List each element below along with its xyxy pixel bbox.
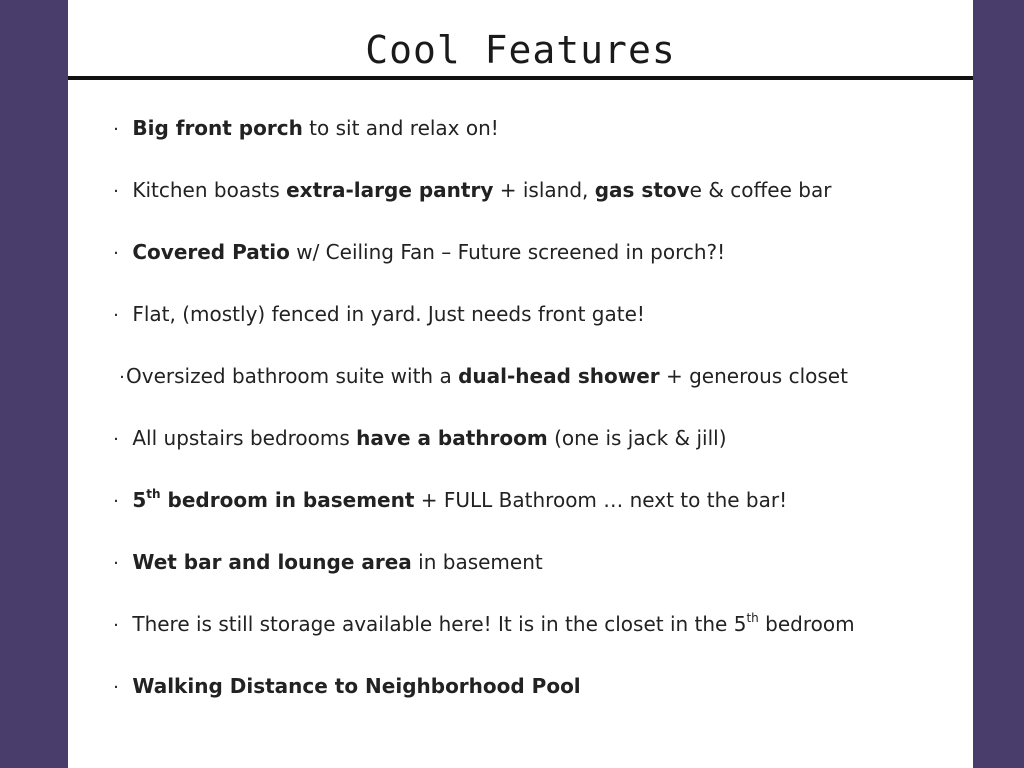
list-item [106, 360, 966, 422]
bullet-icon: · [113, 553, 119, 574]
list-item [106, 174, 966, 236]
bullet-icon: · [113, 119, 119, 140]
page-title: Cool Features [365, 28, 676, 72]
bullet-icon: · [113, 243, 119, 264]
list-item [106, 608, 966, 670]
item-text: All upstairs bedrooms [132, 426, 357, 450]
item-text: + generous closet [659, 364, 848, 388]
item-text: e & coffee bar [689, 178, 832, 202]
list-item [106, 298, 966, 360]
item-text-bold: bedroom in basement [160, 488, 415, 512]
ordinal-suffix: th [746, 611, 759, 625]
list-item [106, 422, 966, 484]
item-text-bold: dual-head shower [458, 364, 660, 388]
item-text: w/ Ceiling Fan – Future screened in porch?! [289, 240, 726, 264]
item-text-bold: have a bathroom [356, 426, 548, 450]
bullet-icon: · [113, 677, 119, 698]
item-text-bold: extra-large pantry [286, 178, 494, 202]
item-text-bold: 5 [132, 488, 147, 512]
item-text-bold: Big front porch [132, 116, 303, 140]
ordinal-suffix: th [146, 487, 161, 501]
item-text: + island, [493, 178, 595, 202]
item-text-bold: gas stov [594, 178, 690, 202]
item-text: Flat, (mostly) fenced in yard. Just needs front gate! [132, 302, 645, 326]
list-item [106, 236, 966, 298]
bullet-icon: · [113, 181, 119, 202]
list-item [106, 670, 966, 732]
feature-list [106, 112, 966, 732]
item-text: to sit and relax on! [302, 116, 499, 140]
list-item [106, 484, 966, 546]
item-text: There is still storage available here! It is in the closet in the 5 [132, 612, 747, 636]
bullet-icon: · [119, 367, 125, 388]
item-text-bold: Walking Distance to Neighborhood Pool [132, 674, 581, 698]
item-text: Oversized bathroom suite with a [126, 364, 459, 388]
item-text: Kitchen boasts [132, 178, 287, 202]
item-text-bold: Covered Patio [132, 240, 290, 264]
item-text: in basement [411, 550, 543, 574]
title-divider [68, 76, 973, 80]
list-item [106, 546, 966, 608]
bullet-icon: · [113, 429, 119, 450]
item-text: + FULL Bathroom … next to the bar! [414, 488, 788, 512]
item-text-bold: Wet bar and lounge area [132, 550, 412, 574]
item-text: bedroom [758, 612, 855, 636]
item-text: (one is jack & jill) [547, 426, 727, 450]
bullet-icon: · [113, 491, 119, 512]
bullet-icon: · [113, 305, 119, 326]
bullet-icon: · [113, 615, 119, 636]
slide [68, 0, 973, 768]
list-item [106, 112, 966, 174]
